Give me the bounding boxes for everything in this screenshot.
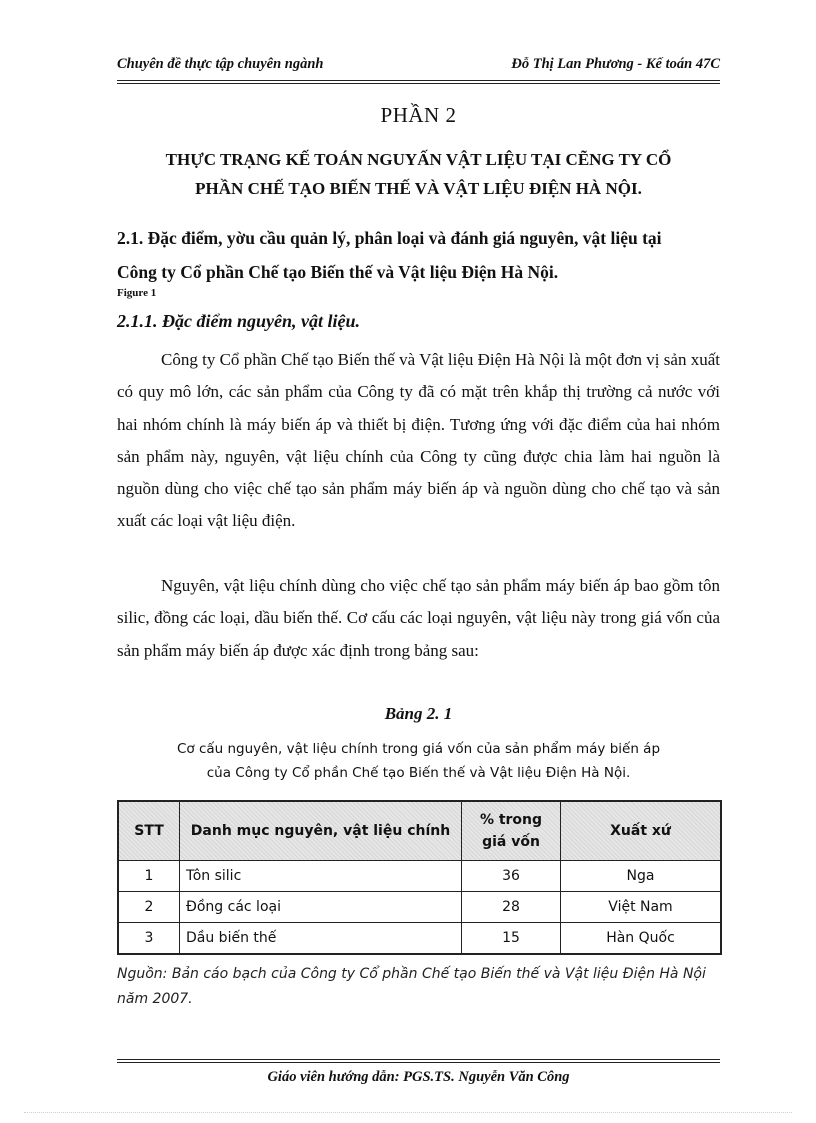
header-percent-line-1: % trong [479, 812, 543, 828]
cell-origin: Nga [561, 861, 722, 892]
table-caption-line-2: của Công ty Cổ phần Chế tạo Biến thế và Vật liệu Điện Hà Nội. [206, 765, 631, 781]
cell-stt: 3 [118, 923, 180, 955]
cell-origin: Việt Nam [561, 892, 722, 923]
table-caption [117, 737, 720, 785]
table-row [118, 861, 721, 892]
page-bottom-border [24, 1112, 792, 1113]
footer-rule [117, 1059, 720, 1060]
chapter-title-line-2: PHẦN CHẾ TẠO BIẾN THẾ VÀ VẬT LIỆU ĐIỆN HÀ NỘI. [195, 179, 642, 198]
page-header [117, 56, 720, 73]
header-percent [462, 801, 561, 861]
cell-percent: 28 [462, 892, 561, 923]
table-header-row [118, 801, 721, 861]
materials-table [117, 800, 722, 955]
figure-label: Figure 1 [117, 287, 157, 299]
cell-material-name: Dầu biến thế [180, 923, 462, 955]
header-origin: Xuất xứ [561, 801, 722, 861]
table-row [118, 892, 721, 923]
paragraph-1: Công ty Cổ phần Chế tạo Biến thế và Vật liệu Điện Hà Nội là một đơn vị sản xuất có quy mô lớn, các sản phẩm của Công ty đã có mặt trên khắp thị trường cả nước với hai nhóm chính là máy biến áp và thiết bị điện. Tương ứng với đặc điểm của hai nhóm sản phẩm này, nguyên, vật liệu chính của Công ty cũng được chia làm hai nguồn là nguồn dùng cho việc chế tạo sản phẩm máy biến áp và nguồn dùng cho chế tạo và sản xuất các loại vật liệu điện. [117, 350, 720, 531]
paragraph-2: Nguyên, vật liệu chính dùng cho việc chế tạo sản phẩm máy biến áp bao gồm tôn silic, đồng các loại, dầu biến thế. Cơ cấu các loại nguyên, vật liệu này trong giá vốn của sản phẩm máy biến áp được xác định trong bảng sau: [117, 576, 720, 660]
cell-stt: 1 [118, 861, 180, 892]
part-title: PHẦN 2 [380, 103, 457, 127]
header-left-text: Chuyên đề thực tập chuyên ngành [117, 56, 324, 72]
chapter-title-line-1: THỰC TRẠNG KẾ TOÁN NGUYẤN VẬT LIỆU TẠI CẼNG TY CỔ [165, 150, 672, 169]
subsection-title: 2.1.1. Đặc điểm nguyên, vật liệu. [117, 311, 360, 331]
header-right-text: Đỗ Thị Lan Phương - Kế toán 47C [511, 56, 720, 72]
cell-origin: Hàn Quốc [561, 923, 722, 955]
section-title-line-1: 2.1. Đặc điểm, yờu cầu quản lý, phân loại và đánh giá nguyên, vật liệu tại [117, 228, 662, 248]
cell-stt: 2 [118, 892, 180, 923]
cell-percent: 15 [462, 923, 561, 955]
page-footer: Giáo viên hướng dẫn: PGS.TS. Nguyễn Văn Công [267, 1069, 570, 1085]
section-title [117, 221, 720, 289]
header-rule [117, 80, 720, 81]
footer-rule-secondary [117, 1062, 720, 1063]
header-percent-line-2: giá vốn [482, 834, 540, 850]
section-title-line-2: Công ty Cổ phần Chế tạo Biến thế và Vật liệu Điện Hà Nội. [117, 262, 559, 282]
table-title: Bảng 2. 1 [384, 704, 453, 723]
header-rule-secondary [117, 83, 720, 84]
cell-material-name: Tôn silic [180, 861, 462, 892]
chapter-title [117, 145, 720, 203]
cell-percent: 36 [462, 861, 561, 892]
table-row [118, 923, 721, 955]
table-caption-line-1: Cơ cấu nguyên, vật liệu chính trong giá vốn của sản phẩm máy biến áp [176, 741, 661, 757]
header-material-name: Danh mục nguyên, vật liệu chính [180, 801, 462, 861]
source-note: Nguồn: Bản cáo bạch của Công ty Cổ phần Chế tạo Biến thế và Vật liệu Điện Hà Nội năm 2007. [117, 966, 706, 1007]
header-stt: STT [118, 801, 180, 861]
cell-material-name: Đồng các loại [180, 892, 462, 923]
